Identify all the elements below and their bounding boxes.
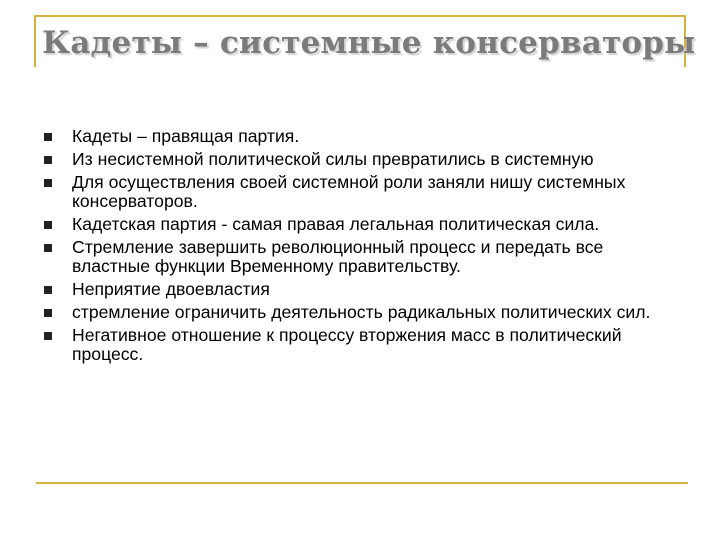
square-bullet-icon — [44, 244, 52, 252]
bullet-text: Кадетская партия - самая правая легальная политическая сила. — [72, 214, 600, 234]
bullet-item — [44, 150, 684, 169]
square-bullet-icon — [44, 156, 52, 164]
bullet-item — [44, 326, 684, 364]
bullet-item — [44, 215, 684, 234]
bullet-text: Негативное отношение к процессу вторжения масс в политический процесс. — [72, 325, 622, 364]
bullet-text: Стремление завершить революционный процесс и передать все властные функции Временному правительству. — [72, 237, 604, 276]
frame-top-line — [34, 15, 686, 17]
square-bullet-icon — [44, 309, 52, 317]
bullet-item — [44, 173, 684, 211]
bullet-item — [44, 303, 684, 322]
bullet-item — [44, 280, 684, 299]
square-bullet-icon — [44, 179, 52, 187]
bullet-text: Из несистемной политической силы превратились в системную — [72, 149, 594, 169]
bullet-item — [44, 127, 684, 146]
frame-bottom-line — [36, 482, 688, 484]
slide-title: Кадеты – системные консерваторы — [42, 25, 696, 61]
bullet-text: стремление ограничить деятельность радикальных политических сил. — [72, 302, 651, 322]
square-bullet-icon — [44, 286, 52, 294]
square-bullet-icon — [44, 133, 52, 141]
square-bullet-icon — [44, 332, 52, 340]
square-bullet-icon — [44, 221, 52, 229]
bullet-list — [44, 127, 684, 368]
bullet-text: Неприятие двоевластия — [72, 279, 270, 299]
bullet-text: Для осуществления своей системной роли заняли нишу системных консерваторов. — [72, 172, 626, 211]
bullet-item — [44, 238, 684, 276]
bullet-text: Кадеты – правящая партия. — [72, 126, 300, 146]
frame-left-line — [34, 15, 36, 67]
